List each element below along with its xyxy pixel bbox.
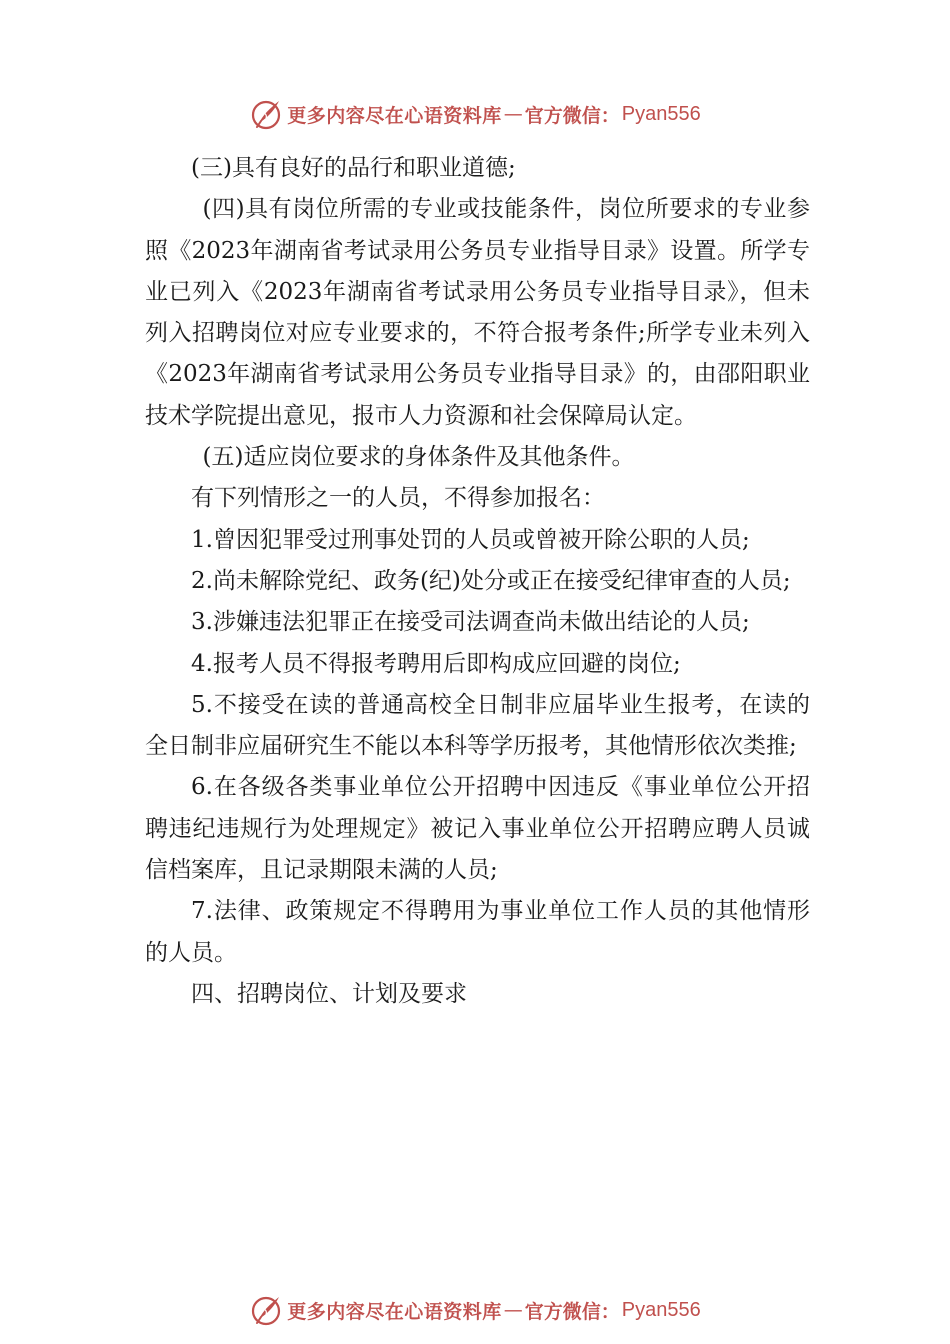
quill-logo-icon [249, 1293, 283, 1327]
paragraph-exclusion-6: 6.在各级各类事业单位公开招聘中因违反《事业单位公开招聘违纪违规行为处理规定》被记入事业单位公开招聘应聘人员诚信档案库，且记录期限未满的人员; [145, 774, 810, 884]
paragraph-exclusion-3: 3.涉嫌违法犯罪正在接受司法调查尚未做出结论的人员; [191, 609, 750, 636]
watermark-wechat-label: 官方微信： [524, 1300, 620, 1323]
paragraph-exclusion-intro: 有下列情形之一的人员，不得参加报名： [191, 485, 605, 512]
watermark-text: 更多内容尽在心语资料库 [287, 104, 502, 127]
watermark-wechat-label: 官方微信： [524, 104, 620, 127]
section-heading-positions: 四、招聘岗位、计划及要求 [191, 980, 467, 1007]
watermark-wechat-id: Pyan556 [621, 102, 701, 125]
quill-logo-icon [249, 97, 283, 131]
paragraph-exclusion-2: 2.尚未解除党纪、政务(纪)处分或正在接受纪律审查的人员; [191, 567, 791, 594]
watermark-wechat-id: Pyan556 [621, 1298, 701, 1321]
document-body [145, 148, 810, 1015]
watermark-dash: — [503, 103, 523, 125]
paragraph-condition-4: (四)具有岗位所需的专业或技能条件，岗位所要求的专业参照《2023年湖南省考试录用公务员专业指导目录》设置。所学专业已列入《2023年湖南省考试录用公务员专业指导目录》，但未列入招聘岗位对应专业要求的，不符合报考条件;所学专业未列入《2023年湖南省考试录用公务员专业指导目录》的，由邵阳职业技术学院提出意见，报市人力资源和社会保障局认定。 [145, 196, 810, 429]
header-watermark [0, 94, 950, 134]
paragraph-exclusion-1: 1.曾因犯罪受过刑事处罚的人员或曾被开除公职的人员; [191, 526, 750, 553]
paragraph-condition-5: (五)适应岗位要求的身体条件及其他条件。 [202, 444, 635, 471]
watermark-text: 更多内容尽在心语资料库 [287, 1300, 502, 1323]
watermark-dash: — [503, 1299, 523, 1321]
paragraph-exclusion-7: 7.法律、政策规定不得聘用为事业单位工作人员的其他情形的人员。 [145, 898, 810, 966]
paragraph-condition-3: (三)具有良好的品行和职业道德; [191, 155, 516, 181]
paragraph-exclusion-4: 4.报考人员不得报考聘用后即构成应回避的岗位; [191, 650, 681, 677]
paragraph-exclusion-5: 5.不接受在读的普通高校全日制非应届毕业生报考，在读的全日制非应届研究生不能以本科等学历报考，其他情形依次类推; [145, 691, 810, 760]
footer-watermark [0, 1290, 950, 1330]
